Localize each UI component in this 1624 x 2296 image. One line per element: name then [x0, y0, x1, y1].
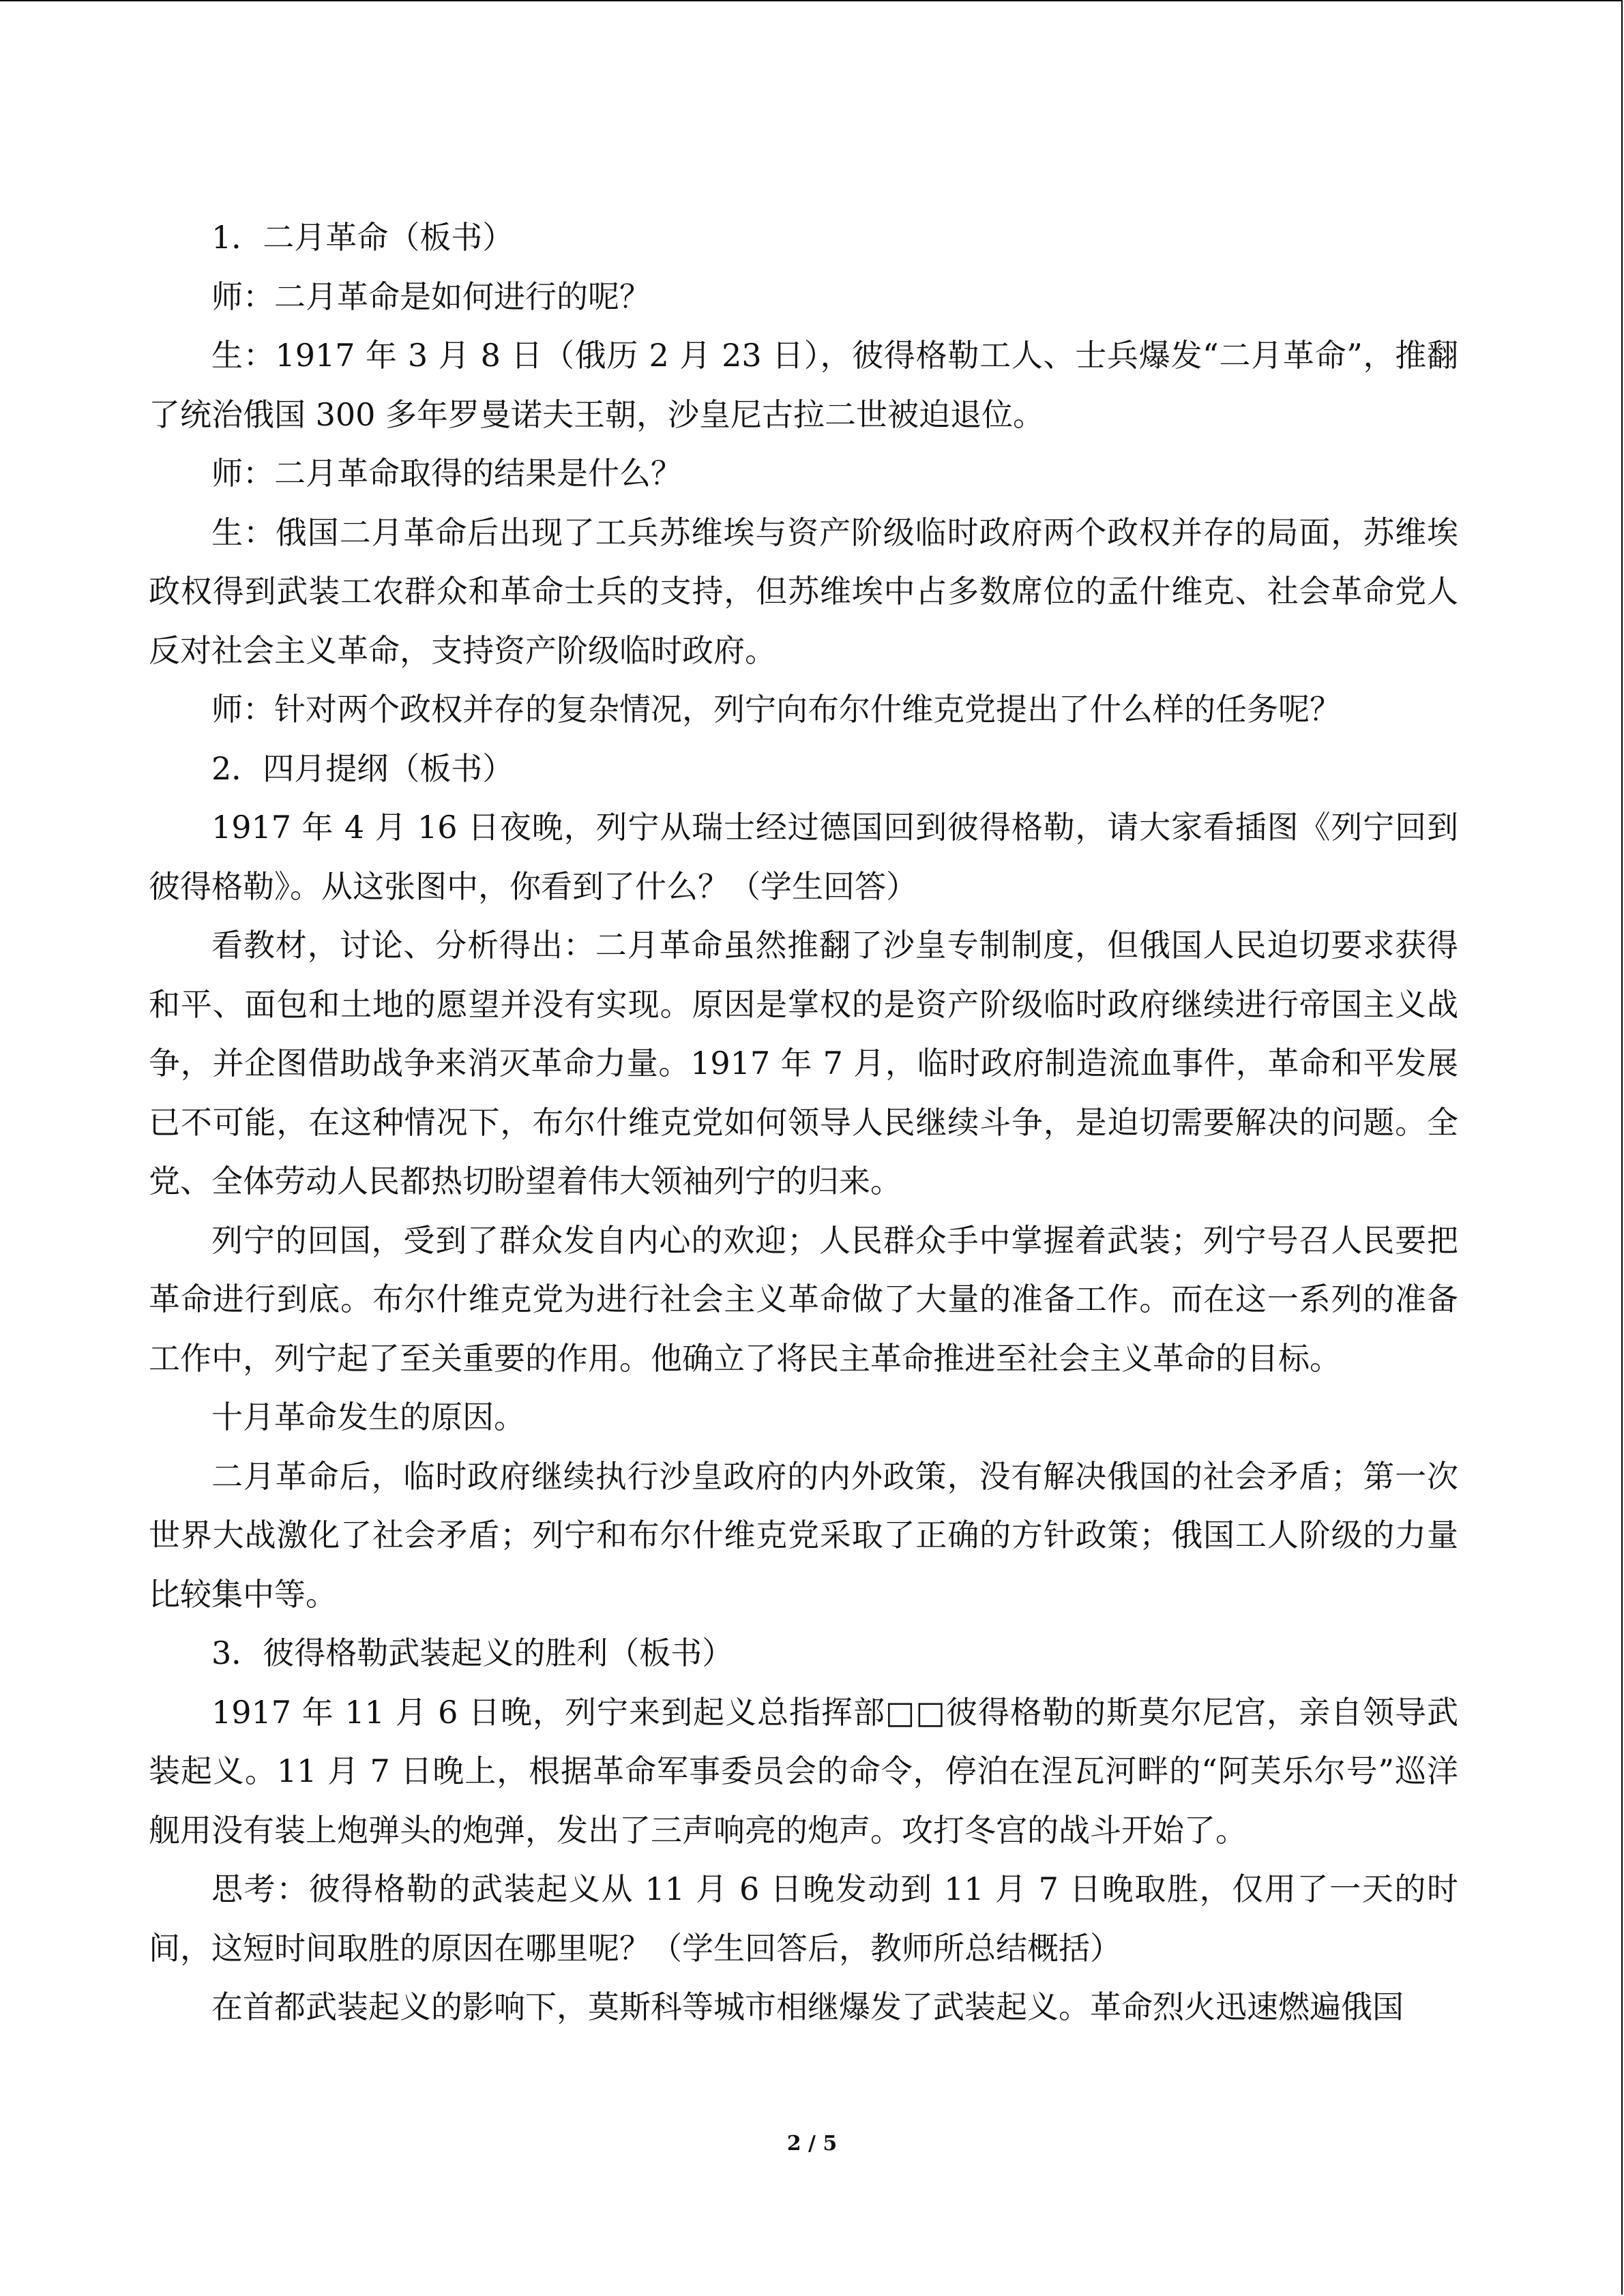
heading-february-revolution: 1．二月革命（板书） [211, 219, 514, 256]
page-number: 2 / 5 [786, 2132, 838, 2156]
paragraph-october-causes: 二月革命后，临时政府继续执行沙皇政府的内外政策，没有解决俄国的社会矛盾；第一次世界大战激化了社会矛盾；列宁和布尔什维克党采取了正确的方针政策；俄国工人阶级的力量比较集中等。 [149, 1457, 1458, 1613]
student-answer-1: 生：1917 年 3 月 8 日（俄历 2 月 23 日），彼得格勒工人、士兵爆发“二月革命”，推翻了统治俄国 300 多年罗曼诺夫王朝，沙皇尼古拉二世被迫退位。 [149, 337, 1458, 433]
teacher-question-3: 师：针对两个政权并存的复杂情况，列宁向布尔什维克党提出了什么样的任务呢？ [211, 691, 1341, 728]
paragraph-moscow-uprising: 在首都武装起义的影响下，莫斯科等城市相继爆发了武装起义。革命烈火迅速燃遍俄国 [211, 1988, 1404, 2025]
paragraph-lenin-role: 列宁的回国，受到了群众发自内心的欢迎；人民群众手中掌握着武装；列宁号召人民要把革命进行到底。布尔什维克党为进行社会主义革命做了大量的准备工作。而在这一系列的准备工作中，列宁起了至关重要的作用。他确立了将民主革命推进至社会主义革命的目标。 [149, 1221, 1458, 1377]
teacher-question-2: 师：二月革命取得的结果是什么？ [211, 455, 682, 492]
paragraph-think-question: 思考：彼得格勒的武装起义从 11 月 6 日晚发动到 11 月 7 日晚取胜，仅用了一天的时间，这短时间取胜的原因在哪里呢？（学生回答后，教师所总结概括） [149, 1870, 1458, 1967]
paragraph-uprising: 1917 年 11 月 6 日晚，列宁来到起义总指挥部□□彼得格勒的斯莫尔尼宫，亲自领导武装起义。11 月 7 日晚上，根据革命军事委员会的命令，停泊在涅瓦河畔的“阿芙乐尔号”巡洋舰用没有装上炮弹头的炮弹，发出了三声响亮的炮声。攻打冬宫的战斗开始了。 [149, 1693, 1458, 1849]
teacher-question-1: 师：二月革命是如何进行的呢？ [211, 278, 651, 315]
paragraph-october-causes-title: 十月革命发生的原因。 [211, 1399, 525, 1435]
document-body [149, 208, 1458, 2037]
paragraph-lenin-return: 1917 年 4 月 16 日夜晚，列宁从瑞士经过德国回到彼得格勒，请大家看插图《列宁回到彼得格勒》。从这张图中，你看到了什么？（学生回答） [149, 809, 1458, 905]
heading-april-theses: 2．四月提纲（板书） [211, 749, 514, 787]
heading-petrograd-uprising: 3．彼得格勒武装起义的胜利（板书） [211, 1635, 734, 1671]
student-answer-2: 生：俄国二月革命后出现了工兵苏维埃与资产阶级临时政府两个政权并存的局面，苏维埃政权得到武装工农群众和革命士兵的支持，但苏维埃中占多数席位的孟什维克、社会革命党人反对社会主义革命，支持资产阶级临时政府。 [149, 513, 1458, 669]
paragraph-analysis: 看教材，讨论、分析得出：二月革命虽然推翻了沙皇专制制度，但俄国人民迫切要求获得和平、面包和土地的愿望并没有实现。原因是掌权的是资产阶级临时政府继续进行帝国主义战争，并企图借助战争来消灭革命力量。1917 年 7 月，临时政府制造流血事件，革命和平发展已不可能，在这种情况下，布尔什维克党如何领导人民继续斗争，是迫切需要解决的问题。全党、全体劳动人民都热切盼望着伟大领袖列宁的归来。 [149, 927, 1458, 1199]
